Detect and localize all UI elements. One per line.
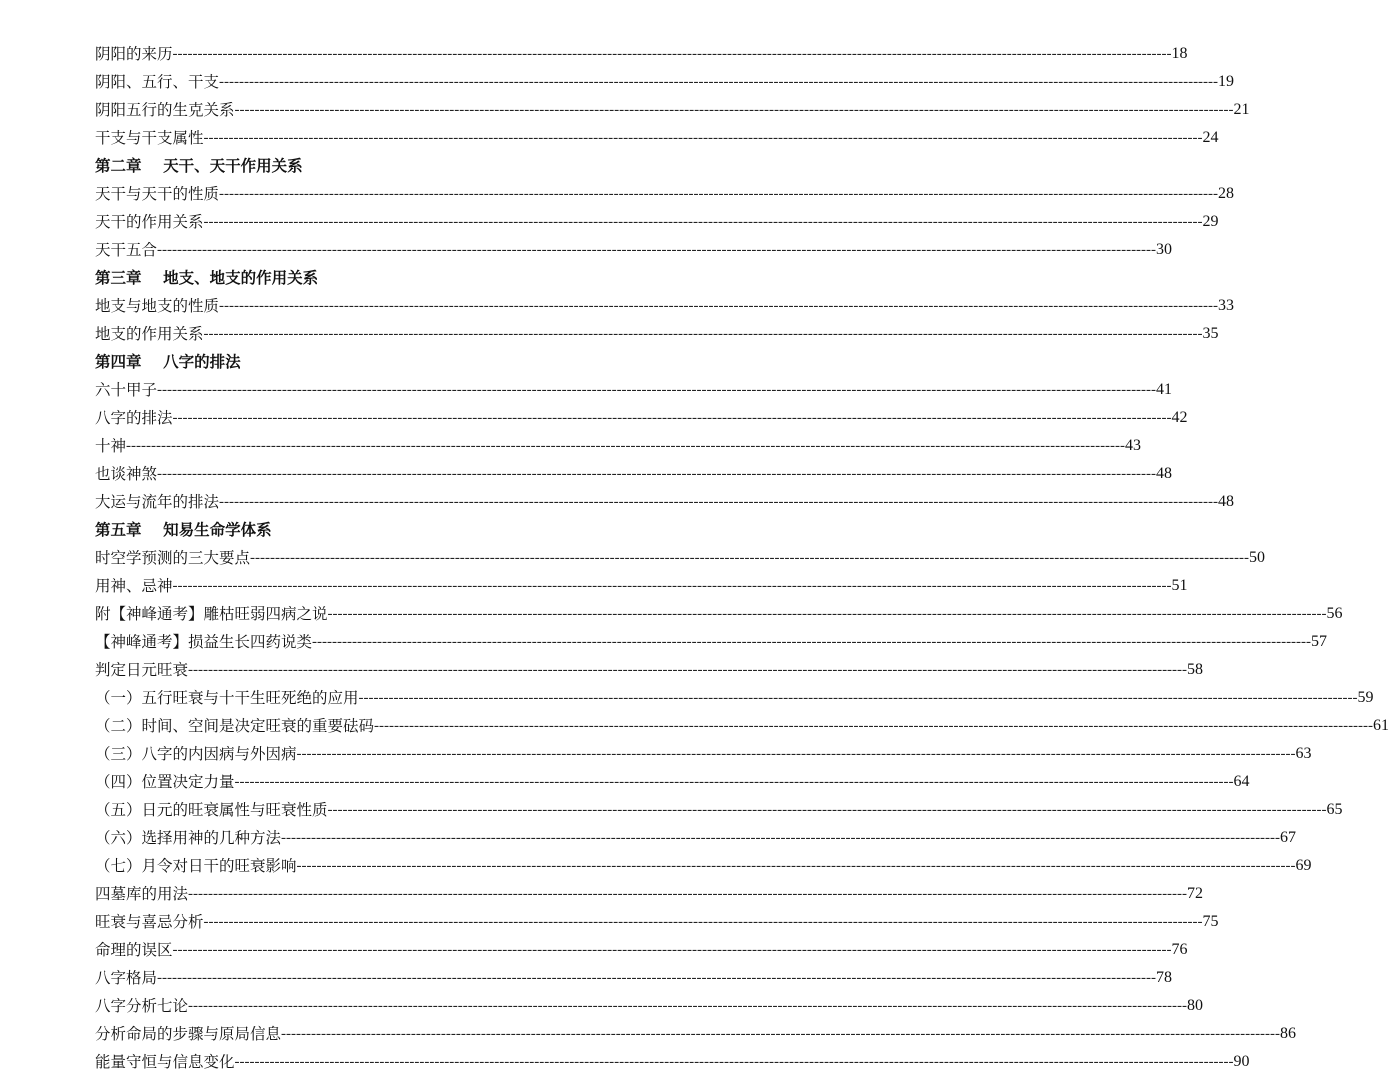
toc-entry-page-number: 24 <box>1202 129 1219 146</box>
dot-leader: -------------------------------------------------------------------------------------------------------------------------------------------------------------------------------------------------------- <box>157 242 1157 258</box>
dot-leader: -------------------------------------------------------------------------------------------------------------------------------------------------------------------------------------------------------- <box>358 690 1358 706</box>
dot-leader: -------------------------------------------------------------------------------------------------------------------------------------------------------------------------------------------------------- <box>172 46 1172 62</box>
toc-entry-page-number: 50 <box>1249 549 1266 566</box>
toc-entry-title: 旺衰与喜忌分析 <box>95 913 204 931</box>
chapter-heading <box>95 348 658 376</box>
dot-leader: -------------------------------------------------------------------------------------------------------------------------------------------------------------------------------------------------------- <box>219 494 1219 510</box>
toc-entry-page-number: 59 <box>1357 689 1374 706</box>
toc-entry[interactable] <box>95 376 1173 404</box>
toc-entry-title: （二）时间、空间是决定旺衰的重要砝码 <box>95 717 375 735</box>
toc-entry-page-number: 35 <box>1202 325 1219 342</box>
chapter-heading <box>95 264 658 292</box>
toc-entry-page-number: 21 <box>1233 101 1250 118</box>
toc-entry[interactable] <box>95 740 1312 768</box>
dot-leader: -------------------------------------------------------------------------------------------------------------------------------------------------------------------------------------------------------- <box>281 1026 1281 1042</box>
dot-leader: -------------------------------------------------------------------------------------------------------------------------------------------------------------------------------------------------------- <box>234 102 1234 118</box>
toc-entry-title: 【神峰通考】损益生长四药说类 <box>95 633 313 651</box>
toc-entry-title: 天干五合 <box>95 241 158 259</box>
toc-entry-title: 八字分析七论 <box>95 997 189 1015</box>
chapter-heading <box>95 152 658 180</box>
toc-entry-title: 能量守恒与信息变化 <box>95 1053 235 1071</box>
toc-entry-page-number: 58 <box>1187 661 1204 678</box>
toc-entry-page-number: 28 <box>1218 185 1235 202</box>
toc-entry[interactable] <box>95 180 1235 208</box>
dot-leader: -------------------------------------------------------------------------------------------------------------------------------------------------------------------------------------------------------- <box>327 606 1327 622</box>
dot-leader: -------------------------------------------------------------------------------------------------------------------------------------------------------------------------------------------------------- <box>203 914 1203 930</box>
toc-entry[interactable] <box>95 992 1204 1020</box>
table-of-contents <box>95 40 1389 1076</box>
toc-entry-page-number: 69 <box>1295 857 1312 874</box>
dot-leader: -------------------------------------------------------------------------------------------------------------------------------------------------------------------------------------------------------- <box>250 550 1250 566</box>
dot-leader: -------------------------------------------------------------------------------------------------------------------------------------------------------------------------------------------------------- <box>157 382 1157 398</box>
chapter-title: 第三章 地支、地支的作用关系 <box>95 269 319 287</box>
toc-entry[interactable] <box>95 236 1173 264</box>
toc-entry[interactable] <box>95 460 1173 488</box>
dot-leader: -------------------------------------------------------------------------------------------------------------------------------------------------------------------------------------------------------- <box>157 466 1157 482</box>
toc-entry-title: 时空学预测的三大要点 <box>95 549 251 567</box>
toc-entry[interactable] <box>95 544 1266 572</box>
dot-leader: -------------------------------------------------------------------------------------------------------------------------------------------------------------------------------------------------------- <box>374 718 1374 734</box>
toc-entry-title: 地支的作用关系 <box>95 325 204 343</box>
toc-entry-title: 天干与天干的性质 <box>95 185 220 203</box>
toc-entry-page-number: 90 <box>1233 1053 1250 1070</box>
toc-entry[interactable] <box>95 432 1142 460</box>
toc-entry-title: 判定日元旺衰 <box>95 661 189 679</box>
toc-entry[interactable] <box>95 964 1173 992</box>
toc-entry-title: 干支与干支属性 <box>95 129 204 147</box>
toc-entry-title: （五）日元的旺衰属性与旺衰性质 <box>95 801 328 819</box>
dot-leader: -------------------------------------------------------------------------------------------------------------------------------------------------------------------------------------------------------- <box>203 214 1203 230</box>
toc-entry[interactable] <box>95 208 1219 236</box>
chapter-title: 第五章 知易生命学体系 <box>95 521 272 539</box>
toc-entry[interactable] <box>95 124 1219 152</box>
toc-entry-page-number: 86 <box>1280 1025 1297 1042</box>
toc-entry-page-number: 75 <box>1202 913 1219 930</box>
toc-entry-title: 地支与地支的性质 <box>95 297 220 315</box>
toc-entry-title: 八字的排法 <box>95 409 173 427</box>
toc-entry[interactable] <box>95 320 1219 348</box>
toc-entry-page-number: 64 <box>1233 773 1250 790</box>
dot-leader: -------------------------------------------------------------------------------------------------------------------------------------------------------------------------------------------------------- <box>188 886 1188 902</box>
toc-entry-page-number: 18 <box>1171 45 1188 62</box>
toc-entry-title: 阴阳的来历 <box>95 45 173 63</box>
toc-entry-page-number: 43 <box>1125 437 1142 454</box>
toc-entry-page-number: 41 <box>1156 381 1173 398</box>
toc-entry-title: （四）位置决定力量 <box>95 773 235 791</box>
toc-entry-page-number: 42 <box>1171 409 1188 426</box>
dot-leader: -------------------------------------------------------------------------------------------------------------------------------------------------------------------------------------------------------- <box>126 438 1126 454</box>
toc-entry-page-number: 80 <box>1187 997 1204 1014</box>
toc-entry[interactable] <box>95 824 1297 852</box>
toc-entry-page-number: 19 <box>1218 73 1235 90</box>
toc-entry-title: （六）选择用神的几种方法 <box>95 829 282 847</box>
toc-entry-title: 天干的作用关系 <box>95 213 204 231</box>
chapter-heading <box>95 516 658 544</box>
toc-entry[interactable] <box>95 488 1235 516</box>
toc-entry-page-number: 56 <box>1326 605 1343 622</box>
toc-entry[interactable] <box>95 1048 1250 1076</box>
toc-entry-title: 十神 <box>95 437 127 455</box>
toc-entry[interactable] <box>95 96 1250 124</box>
toc-entry-title: 阴阳、五行、干支 <box>95 73 220 91</box>
chapter-title: 第二章 天干、天干作用关系 <box>95 157 303 175</box>
toc-entry[interactable] <box>95 40 1188 68</box>
dot-leader: -------------------------------------------------------------------------------------------------------------------------------------------------------------------------------------------------------- <box>188 998 1188 1014</box>
toc-entry[interactable] <box>95 1020 1297 1048</box>
toc-entry[interactable] <box>95 796 1343 824</box>
toc-entry-title: （七）月令对日干的旺衰影响 <box>95 857 297 875</box>
toc-entry-page-number: 48 <box>1218 493 1235 510</box>
toc-entry-title: 八字格局 <box>95 969 158 987</box>
toc-entry[interactable] <box>95 936 1188 964</box>
dot-leader: -------------------------------------------------------------------------------------------------------------------------------------------------------------------------------------------------------- <box>172 410 1172 426</box>
toc-entry-page-number: 29 <box>1202 213 1219 230</box>
toc-entry-title: 分析命局的步骤与原局信息 <box>95 1025 282 1043</box>
toc-entry[interactable] <box>95 600 1343 628</box>
toc-entry-page-number: 65 <box>1326 801 1343 818</box>
toc-entry-title: （一）五行旺衰与十干生旺死绝的应用 <box>95 689 359 707</box>
toc-entry-title: （三）八字的内因病与外因病 <box>95 745 297 763</box>
toc-entry[interactable] <box>95 712 1389 740</box>
toc-entry-page-number: 48 <box>1156 465 1173 482</box>
dot-leader: -------------------------------------------------------------------------------------------------------------------------------------------------------------------------------------------------------- <box>234 1054 1234 1070</box>
dot-leader: -------------------------------------------------------------------------------------------------------------------------------------------------------------------------------------------------------- <box>188 662 1188 678</box>
dot-leader: -------------------------------------------------------------------------------------------------------------------------------------------------------------------------------------------------------- <box>296 858 1296 874</box>
dot-leader: -------------------------------------------------------------------------------------------------------------------------------------------------------------------------------------------------------- <box>219 74 1219 90</box>
toc-entry-page-number: 63 <box>1295 745 1312 762</box>
toc-entry-page-number: 76 <box>1171 941 1188 958</box>
dot-leader: -------------------------------------------------------------------------------------------------------------------------------------------------------------------------------------------------------- <box>327 802 1327 818</box>
dot-leader: -------------------------------------------------------------------------------------------------------------------------------------------------------------------------------------------------------- <box>296 746 1296 762</box>
toc-entry[interactable] <box>95 768 1250 796</box>
dot-leader: -------------------------------------------------------------------------------------------------------------------------------------------------------------------------------------------------------- <box>219 298 1219 314</box>
toc-entry[interactable] <box>95 628 1328 656</box>
toc-entry-title: 用神、忌神 <box>95 577 173 595</box>
toc-entry-page-number: 57 <box>1311 633 1328 650</box>
toc-entry-title: 附【神峰通考】雕枯旺弱四病之说 <box>95 605 328 623</box>
dot-leader: -------------------------------------------------------------------------------------------------------------------------------------------------------------------------------------------------------- <box>312 634 1312 650</box>
toc-entry[interactable] <box>95 68 1235 96</box>
toc-entry[interactable] <box>95 656 1204 684</box>
toc-entry-page-number: 61 <box>1373 717 1389 734</box>
toc-entry-page-number: 30 <box>1156 241 1173 258</box>
dot-leader: -------------------------------------------------------------------------------------------------------------------------------------------------------------------------------------------------------- <box>172 942 1172 958</box>
toc-entry-title: 六十甲子 <box>95 381 158 399</box>
toc-entry[interactable] <box>95 908 1219 936</box>
toc-entry-page-number: 67 <box>1280 829 1297 846</box>
toc-entry[interactable] <box>95 292 1235 320</box>
toc-entry[interactable] <box>95 684 1374 712</box>
toc-entry[interactable] <box>95 852 1312 880</box>
dot-leader: -------------------------------------------------------------------------------------------------------------------------------------------------------------------------------------------------------- <box>203 130 1203 146</box>
toc-entry-title: 阴阳五行的生克关系 <box>95 101 235 119</box>
toc-entry[interactable] <box>95 572 1188 600</box>
toc-entry[interactable] <box>95 404 1188 432</box>
toc-entry[interactable] <box>95 880 1204 908</box>
toc-entry-title: 也谈神煞 <box>95 465 158 483</box>
dot-leader: -------------------------------------------------------------------------------------------------------------------------------------------------------------------------------------------------------- <box>157 970 1157 986</box>
dot-leader: -------------------------------------------------------------------------------------------------------------------------------------------------------------------------------------------------------- <box>203 326 1203 342</box>
toc-entry-title: 四墓库的用法 <box>95 885 189 903</box>
toc-entry-page-number: 51 <box>1171 577 1188 594</box>
dot-leader: -------------------------------------------------------------------------------------------------------------------------------------------------------------------------------------------------------- <box>234 774 1234 790</box>
dot-leader: -------------------------------------------------------------------------------------------------------------------------------------------------------------------------------------------------------- <box>281 830 1281 846</box>
dot-leader: -------------------------------------------------------------------------------------------------------------------------------------------------------------------------------------------------------- <box>172 578 1172 594</box>
toc-entry-page-number: 33 <box>1218 297 1235 314</box>
dot-leader: -------------------------------------------------------------------------------------------------------------------------------------------------------------------------------------------------------- <box>219 186 1219 202</box>
toc-entry-title: 大运与流年的排法 <box>95 493 220 511</box>
toc-entry-title: 命理的误区 <box>95 941 173 959</box>
toc-entry-page-number: 72 <box>1187 885 1204 902</box>
chapter-title: 第四章 八字的排法 <box>95 353 241 371</box>
toc-entry-page-number: 78 <box>1156 969 1173 986</box>
